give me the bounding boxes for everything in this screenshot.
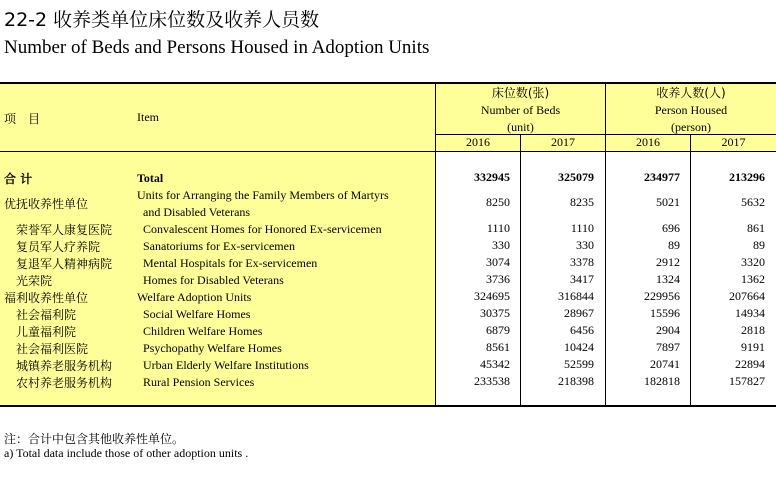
cell-beds-2016: 8561 [486, 340, 510, 354]
cell-beds-2016: 8250 [486, 195, 510, 209]
cell-beds-2017: 8235 [570, 195, 594, 209]
row-label-cn: 荣誉军人康复医院 [16, 223, 113, 237]
cell-persons-2017: 2818 [741, 323, 765, 337]
header-persons-unit: (person) [671, 120, 711, 134]
page-title-en: Number of Beds and Persons Housed in Adoption Units [4, 37, 430, 58]
header-year: 2017 [551, 135, 575, 149]
cell-beds-2017: 1110 [570, 221, 594, 235]
cell-persons-2017: 157827 [729, 374, 765, 388]
row-label-en: Rural Pension Services [143, 375, 255, 389]
cell-persons-2017: 89 [753, 238, 765, 252]
header-beds-en: Number of Beds [480, 103, 561, 117]
cell-beds-2017: 218398 [558, 374, 594, 388]
cell-persons-2016: 20741 [650, 357, 680, 371]
row-label-cn: 光荣院 [16, 274, 53, 288]
header-beds-unit: (unit) [507, 120, 534, 134]
cell-persons-2017: 5632 [741, 195, 765, 209]
row-label-cn: 社会福利医院 [16, 342, 89, 356]
cell-persons-2016: 5021 [656, 195, 680, 209]
row-label-en: Homes for Disabled Veterans [143, 273, 284, 287]
cell-beds-2017: 52599 [564, 357, 594, 371]
cell-persons-2016: 2912 [656, 255, 680, 269]
cell-persons-2017: 14934 [735, 306, 765, 320]
header-item-en: Item [137, 110, 159, 124]
cell-beds-2016: 330 [492, 238, 510, 252]
cell-beds-2016: 45342 [480, 357, 510, 371]
header-divider [0, 151, 776, 152]
cell-beds-2017: 325079 [558, 170, 594, 184]
header-persons-cn: 收养人数(人) [656, 86, 726, 100]
cell-beds-2016: 324695 [474, 289, 510, 303]
cell-beds-2017: 3417 [570, 272, 594, 286]
row-label-en-cont: and Disabled Veterans [143, 205, 251, 219]
cell-persons-2017: 207664 [729, 289, 765, 303]
row-label-en: Sanatoriums for Ex-servicemen [143, 239, 295, 253]
header-beds [436, 85, 605, 136]
header-persons [606, 85, 776, 136]
cell-beds-2016: 3074 [486, 255, 510, 269]
column-divider [520, 135, 521, 405]
row-label-en: Children Welfare Homes [143, 324, 263, 338]
footnote-cn: 注：合计中包含其他收养性单位。 [4, 432, 185, 446]
row-label-cn: 城镇养老服务机构 [16, 359, 113, 373]
cell-persons-2017: 9191 [741, 340, 765, 354]
header-year: 2016 [466, 135, 490, 149]
cell-persons-2016: 7897 [656, 340, 680, 354]
cell-beds-2016: 30375 [480, 306, 510, 320]
row-label-en: Units for Arranging the Family Members of Martyrs [137, 188, 389, 202]
cell-beds-2017: 316844 [558, 289, 594, 303]
cell-persons-2016: 229956 [644, 289, 680, 303]
cell-beds-2016: 233538 [474, 374, 510, 388]
row-label-cn: 合 计 [4, 172, 33, 186]
cell-persons-2017: 3320 [741, 255, 765, 269]
cell-persons-2016: 1324 [656, 272, 680, 286]
row-label-cn: 复员军人疗养院 [16, 240, 101, 254]
cell-beds-2017: 330 [576, 238, 594, 252]
cell-persons-2016: 182818 [644, 374, 680, 388]
header-beds-cn: 床位数(张) [491, 86, 550, 100]
header-year: 2017 [721, 135, 746, 149]
header-persons-en: Person Housed [654, 103, 728, 117]
cell-beds-2017: 6456 [570, 323, 594, 337]
cell-persons-2017: 1362 [741, 272, 765, 286]
cell-persons-2017: 213296 [729, 170, 765, 184]
cell-beds-2016: 3736 [486, 272, 510, 286]
column-divider [690, 135, 691, 405]
cell-persons-2016: 15596 [650, 306, 680, 320]
row-label-en: Social Welfare Homes [143, 307, 251, 321]
cell-persons-2016: 696 [662, 221, 680, 235]
row-label-en: Total [137, 171, 164, 185]
page-title-cn: 22-2 收养类单位床位数及收养人员数 [4, 9, 320, 31]
row-label-en: Psychopathy Welfare Homes [143, 341, 282, 355]
row-label-en: Convalescent Homes for Honored Ex-servicemen [143, 222, 382, 236]
row-label-cn: 儿童福利院 [16, 325, 77, 339]
row-label-cn: 复退军人精神病院 [16, 257, 113, 271]
cell-persons-2017: 22894 [735, 357, 765, 371]
cell-persons-2017: 861 [747, 221, 765, 235]
footnote-en: a) Total data include those of other adoption units . [4, 446, 249, 460]
row-label-en: Welfare Adoption Units [137, 290, 252, 304]
row-label-cn: 福利收养性单位 [4, 291, 89, 305]
row-label-en: Mental Hospitals for Ex-servicemen [143, 256, 318, 270]
row-label-en: Urban Elderly Welfare Institutions [143, 358, 309, 372]
cell-beds-2016: 332945 [474, 170, 510, 184]
cell-beds-2017: 28967 [564, 306, 594, 320]
row-label-cn: 社会福利院 [16, 308, 77, 322]
header-item-cn: 项 目 [4, 112, 41, 126]
cell-beds-2017: 10424 [564, 340, 594, 354]
cell-beds-2016: 6879 [486, 323, 510, 337]
row-label-cn: 农村养老服务机构 [16, 376, 113, 390]
cell-beds-2016: 1110 [486, 221, 510, 235]
cell-persons-2016: 234977 [644, 170, 680, 184]
cell-beds-2017: 3378 [570, 255, 594, 269]
cell-persons-2016: 2904 [656, 323, 680, 337]
cell-persons-2016: 89 [668, 238, 680, 252]
header-year: 2016 [636, 135, 660, 149]
data-table [0, 82, 776, 407]
row-label-cn: 优抚收养性单位 [4, 197, 89, 211]
